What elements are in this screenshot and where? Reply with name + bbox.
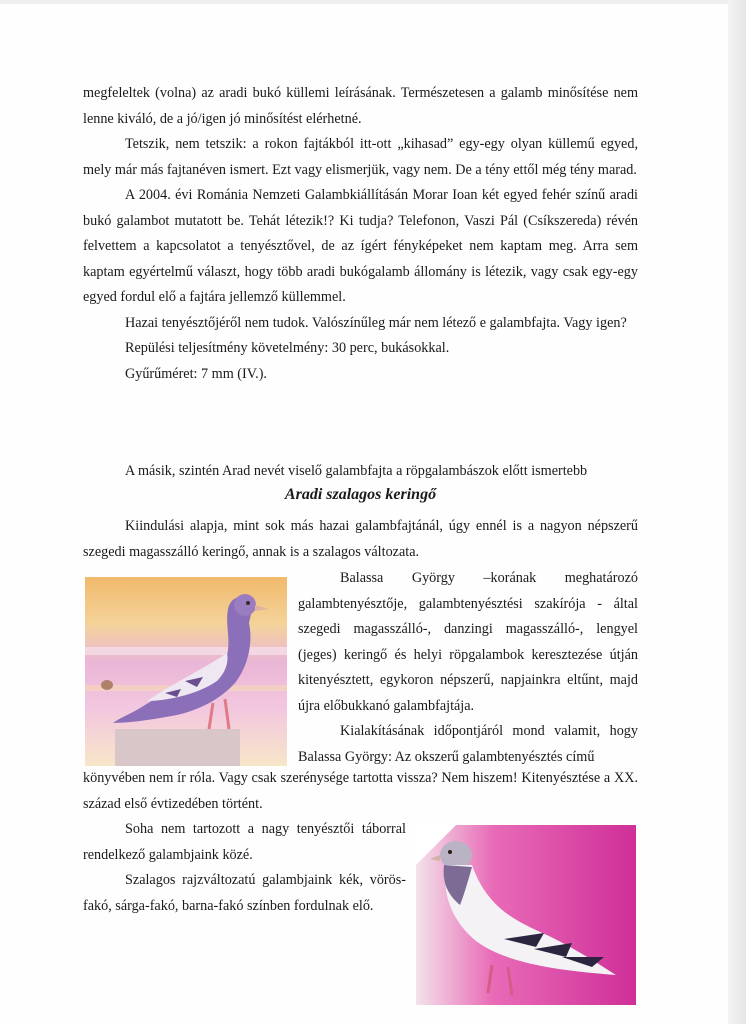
section-title: Aradi szalagos keringő [284,486,437,503]
paragraph: Repülési teljesítmény követelmény: 30 perc, bukásokkal. [125,340,450,356]
text-block-top [83,81,638,387]
paragraph: megfeleltek (volna) az aradi bukó küllemi leírásának. Természetesen a galamb minősítése nem lenne kiváló, de a jó/igen jó minősítést elérhetné. [83,85,638,127]
scan-edge-right [728,0,746,1024]
pigeon-photo-1 [85,577,287,766]
paragraph: Gyűrűméret: 7 mm (IV.). [125,365,267,382]
paragraph: Tetszik, nem tetszik: a rokon fajtákból itt-ott „kihasad” egy-egy olyan küllemű egyed, mely már más fajtanéven ismert. Ezt vagy elismerjük, vagy nem. De a tény ettől még tény marad. [83,136,638,178]
paragraph: Szalagos rajzváltozatú galambjaink kék, vörös-fakó, sárga-fakó, barna-fakó színben fordulnak elő. [83,872,406,914]
paragraph: A 2004. évi Románia Nemzeti Galambkiállításán Morar Ioan két egyed fehér színű aradi bukó galambot mutatott be. Tehát létezik!? Ki tudja? Telefonon, Vaszi Pál (Csíkszereda) révén felvettem a kapcsolatot a tenyésztővel, de az ígért fényképeket nem kaptam meg. Arra sem kaptam egyértelmű választ, hogy több aradi bukógalamb állomány is létezik, vagy csak egy-egy egyed fordul elő a fajtára jellemző küllemmel. [83,187,638,305]
paragraph: könyvében nem ír róla. Vagy csak szerénysége tartotta vissza? Nem hiszem! Kitenyésztése a XX. század első évtizedében történt. [83,770,638,812]
scan-edge-top [0,0,746,4]
paragraph: Hazai tenyésztőjéről nem tudok. Valószínűleg már nem létező e galambfajta. Vagy igen? [125,314,627,331]
paragraph: Kialakításának időpontjáról mond valamit, hogy Balassa György: Az okszerű galambtenyésztés című [298,723,638,765]
paragraph: Kiindulási alapja, mint sok más hazai galambfajtánál, úgy ennél is a nagyon népszerű szegedi magasszálló keringő, annak is a szalagos változata. [83,518,638,560]
pigeon-photo-2 [416,825,636,1005]
paragraph: Soha nem tartozott a nagy tenyésztői táborral rendelkező galambjaink közé. [83,821,406,863]
paragraph: Balassa György –korának meghatározó galambtenyésztője, galambtenyésztési szakírója - által szegedi magasszálló-, danzingi magasszálló-, lengyel (jeges) keringő és helyi röpgalambok keresztezése útján kitenyésztett, egykoron népszerű, napjainkra eltűnt, majd újra előbukkanó galambfajtája. [298,570,638,714]
intro-line: A másik, szintén Arad nevét viselő galambfajta a röpgalambászok előtt ismertebb [125,463,588,479]
